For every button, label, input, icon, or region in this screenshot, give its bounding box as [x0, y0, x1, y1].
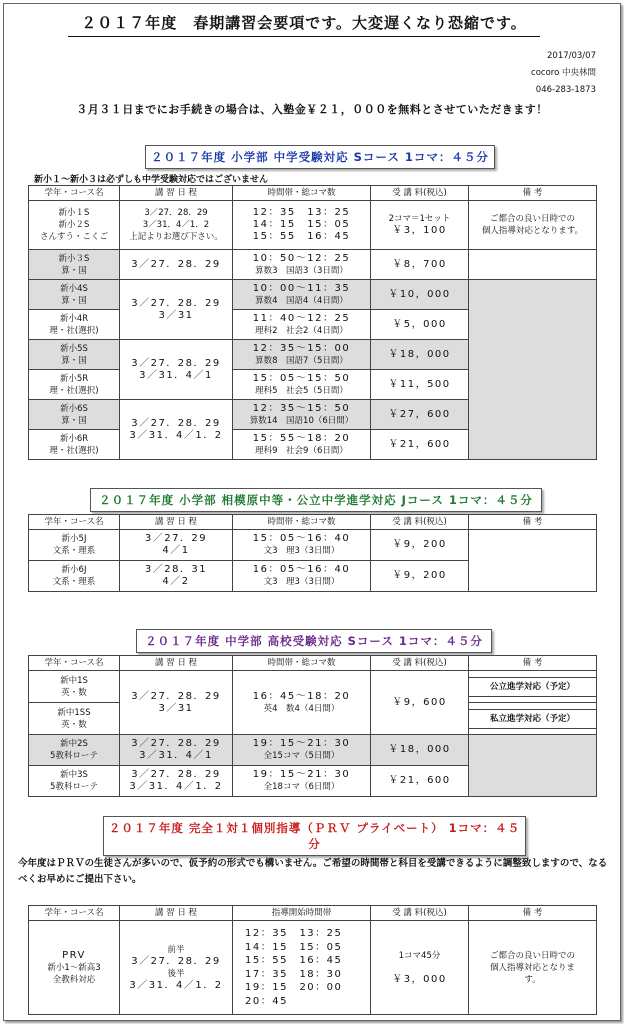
elementary-j-table — [28, 514, 597, 592]
times-cell: 12：35～15：50 算数14 国語10（6日間） — [233, 400, 371, 430]
table-row — [29, 250, 597, 280]
section-prv-title: ２０１７年度 完全１対１個別指導（ＰＲＶ プライベート） 1コマ：４５分 — [103, 816, 526, 856]
col-dates: 講 習 日 程 — [120, 515, 233, 530]
dates-cell: 3／27．28．29 3／31 — [120, 280, 233, 340]
note-cell: 私立進学対応（予定） — [469, 703, 597, 735]
section-elementary-j-title: ２０１７年度 小学部 相模原中等・公立中学進学対応 Jコース 1コマ：４５分 — [90, 488, 542, 512]
fee-cell: 1コマ45分 ￥3，000 — [371, 921, 469, 1015]
fee-cell: ￥11，500 — [371, 370, 469, 400]
col-fee: 受 講 料(税込) — [371, 515, 469, 530]
table-row — [29, 201, 597, 250]
table-row — [29, 671, 597, 703]
fee-cell: ￥21，600 — [371, 766, 469, 797]
times-cell: 12：35～15：00 算数8 国語7（5日間） — [233, 340, 371, 370]
fee-cell: ￥9，600 — [371, 671, 469, 735]
section-elementary-s-note: 新小１～新小３は必ずしも中学受験対応ではございません — [34, 175, 269, 185]
times-cell: 15：05～16：40 文3 理3（3日間） — [233, 530, 371, 561]
times-cell: 15：05～15：50 理科5 社会5（5日間） — [233, 370, 371, 400]
dates-cell: 3／27．28．29 3／31．4／1．2 — [120, 400, 233, 460]
course-cell: 新中3S 5教科ローテ — [29, 766, 120, 797]
col-course: 学年・コース名 — [29, 186, 120, 201]
elementary-s-table — [28, 185, 597, 460]
col-times: 時間帯・総コマ数 — [233, 515, 371, 530]
junior-high-table — [28, 655, 597, 797]
note-cell: ご都合の良い日時での 個人指導対応となります。 — [469, 201, 597, 250]
fee-cell: ￥10，000 — [371, 280, 469, 310]
course-cell: 新中1S 英・数 — [29, 671, 120, 703]
table-row — [29, 530, 597, 561]
course-cell: 新小5S 算・国 — [29, 340, 120, 370]
col-times: 時間帯・総コマ数 — [233, 186, 371, 201]
times-cell: 16：45～18：20 英4 数4（4日間） — [233, 671, 371, 735]
col-fee: 受 講 料(税込) — [371, 906, 469, 921]
dates-cell: 3／27．28．29 3／31．4／1．2 上記よりお選び下さい。 — [120, 201, 233, 250]
dates-cell: 3／27．28．29 3／31．4／1 — [120, 340, 233, 400]
note-cell — [469, 280, 597, 460]
table-row — [29, 280, 597, 310]
times-cell: 19：15～21：30 全15コマ（5日間） — [233, 735, 371, 766]
note-cell: 公立進学対応（予定） — [469, 671, 597, 703]
dates-cell: 前半 3／27．28．29 後半 3／31．4／1．2 — [120, 921, 233, 1015]
fee-cell: ￥18，000 — [371, 735, 469, 766]
fee-cell: ￥9，200 — [371, 530, 469, 561]
note-cell — [469, 250, 597, 280]
fee-cell: ￥18，000 — [371, 340, 469, 370]
dates-cell: 3／27．28．29 3／31 — [120, 671, 233, 735]
table-header-row — [29, 186, 597, 201]
fee-cell: 2コマ＝1セット ￥3，100 — [371, 201, 469, 250]
dates-cell: 3／28．31 4／2 — [120, 561, 233, 592]
section-elementary-s-title: ２０１７年度 小学部 中学受験対応 Sコース 1コマ：４５分 — [145, 145, 495, 169]
col-note: 備 考 — [469, 515, 597, 530]
dates-cell: 3／27．28．29 — [120, 250, 233, 280]
note-cell — [469, 735, 597, 797]
col-dates: 講 習 日 程 — [120, 186, 233, 201]
times-cell: 11：40～12：25 理科2 社会2（4日間） — [233, 310, 371, 340]
school-name: cocoro 中央林間 — [531, 68, 596, 78]
col-times: 指導開始時間帯 — [233, 906, 371, 921]
course-cell: 新小１S 新小２S さんすう・こくご — [29, 201, 120, 250]
times-cell: 15：55～18：20 理科9 社会9（6日間） — [233, 430, 371, 460]
page-title: ２０１７年度 春期講習会要項です。大変遅くなり恐縮です。 — [68, 12, 540, 37]
fee-cell: ￥9，200 — [371, 561, 469, 592]
col-note: 備 考 — [469, 906, 597, 921]
fee-cell: ￥8，700 — [371, 250, 469, 280]
note-cell — [469, 530, 597, 592]
fee-cell: ￥27，600 — [371, 400, 469, 430]
section-junior-high-title: ２０１７年度 中学部 高校受験対応 Sコース 1コマ：４５分 — [136, 629, 492, 653]
times-cell: 10：50～12：25 算数3 国語3（3日間） — [233, 250, 371, 280]
course-cell: 新中1SS 英・数 — [29, 703, 120, 735]
course-cell: 新小5J 文系・理系 — [29, 530, 120, 561]
col-note: 備 考 — [469, 186, 597, 201]
note-cell: ご都合の良い日時での 個人指導対応となりま す。 — [469, 921, 597, 1015]
prv-note: 今年度はＰＲＶの生徒さんが多いので、仮予約の形式でも構いません。ご希望の時間帯と科目を受講できるように調整致しますので、なるべくお早めにご提出下さい。 — [18, 858, 608, 885]
course-cell: PRV 新小1～新高3 全教科対応 — [29, 921, 120, 1015]
dates-cell: 3／27．29 4／1 — [120, 530, 233, 561]
course-cell: 新中2S 5教科ローテ — [29, 735, 120, 766]
course-cell: 新小4R 理・社(選択) — [29, 310, 120, 340]
col-course: 学年・コース名 — [29, 656, 120, 671]
col-dates: 講 習 日 程 — [120, 656, 233, 671]
enrollment-notice: ３月３１日までにお手続きの場合は、入塾金￥２１，０００を無料とさせていただきます！ — [76, 103, 548, 116]
times-cell: 19：15～21：30 全18コマ（6日間） — [233, 766, 371, 797]
times-cell: 10：00～11：35 算数4 国語4（4日間） — [233, 280, 371, 310]
col-course: 学年・コース名 — [29, 906, 120, 921]
dates-cell: 3／27．28．29 3／31．4／1 — [120, 735, 233, 766]
dates-cell: 3／27．28．29 3／31．4／1．2 — [120, 766, 233, 797]
col-fee: 受 講 料(税込) — [371, 186, 469, 201]
prv-table — [28, 905, 597, 1015]
table-row — [29, 735, 597, 766]
col-dates: 講 習 日 程 — [120, 906, 233, 921]
table-header-row — [29, 906, 597, 921]
times-cell: 16：05～16：40 文3 理3（3日間） — [233, 561, 371, 592]
fee-cell: ￥21，600 — [371, 430, 469, 460]
phone-number: 046-283-1873 — [535, 85, 596, 95]
course-cell: 新小３S 算・国 — [29, 250, 120, 280]
course-cell: 新小5R 理・社(選択) — [29, 370, 120, 400]
school-info — [531, 48, 596, 99]
times-cell: 12：35 13：25 14：15 15：05 15：55 16：45 17：35 18：30 19：15 20：00 20：45 — [233, 921, 371, 1015]
course-cell: 新小4S 算・国 — [29, 280, 120, 310]
col-course: 学年・コース名 — [29, 515, 120, 530]
issue-date: 2017/03/07 — [547, 51, 596, 61]
col-fee: 受 講 料(税込) — [371, 656, 469, 671]
table-header-row — [29, 515, 597, 530]
course-cell: 新小6R 理・社(選択) — [29, 430, 120, 460]
table-row — [29, 921, 597, 1015]
table-header-row — [29, 656, 597, 671]
col-times: 時間帯・総コマ数 — [233, 656, 371, 671]
fee-cell: ￥5，000 — [371, 310, 469, 340]
col-note: 備 考 — [469, 656, 597, 671]
course-cell: 新小6J 文系・理系 — [29, 561, 120, 592]
times-cell: 12：35 13：25 14：15 15：05 15：55 16：45 — [233, 201, 371, 250]
course-cell: 新小6S 算・国 — [29, 400, 120, 430]
